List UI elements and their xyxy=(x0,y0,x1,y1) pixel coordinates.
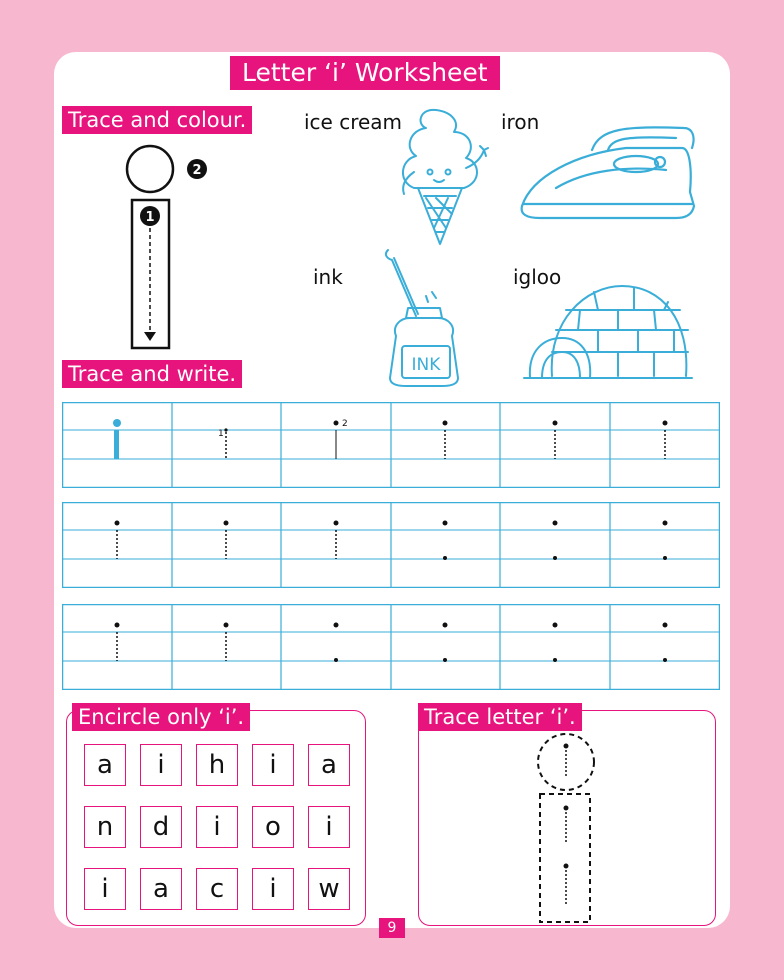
page-number: 9 xyxy=(379,918,405,938)
big-dotted-letter-i[interactable] xyxy=(530,730,602,926)
section-label-trace-colour: Trace and colour. xyxy=(62,106,252,134)
tracing-row-3[interactable] xyxy=(62,604,720,690)
tracing-row-1[interactable] xyxy=(62,402,720,488)
letter-cell[interactable]: a xyxy=(140,868,182,910)
letter-cell[interactable]: i xyxy=(84,868,126,910)
dot-outline[interactable] xyxy=(127,146,173,192)
ice-cream-icon xyxy=(390,102,494,250)
ink-bottle-icon xyxy=(380,246,470,388)
model-letter-i xyxy=(113,419,121,459)
word-ice-cream: ice cream xyxy=(304,110,403,134)
stroke-number-2: 2 xyxy=(192,163,202,178)
ink-label: INK xyxy=(411,355,441,375)
section-label-encircle: Encircle only ‘i’. xyxy=(72,703,250,731)
dot-guide xyxy=(334,421,339,426)
stroke-number-1-mark: 1 xyxy=(218,429,224,439)
letter-cell[interactable]: i xyxy=(196,806,238,848)
letter-cell[interactable]: c xyxy=(196,868,238,910)
letter-cell[interactable]: i xyxy=(252,744,294,786)
section-label-trace-letter: Trace letter ‘i’. xyxy=(418,703,582,731)
word-igloo: igloo xyxy=(513,265,562,289)
stroke-number-2-mark: 2 xyxy=(342,419,348,429)
letter-cell[interactable]: n xyxy=(84,806,126,848)
stroke-number-1: 1 xyxy=(145,210,155,225)
tracing-row-2[interactable] xyxy=(62,502,720,588)
letter-cell[interactable]: a xyxy=(84,744,126,786)
word-ink: ink xyxy=(313,265,343,289)
letter-cell[interactable]: i xyxy=(252,868,294,910)
trace-letter-i[interactable] xyxy=(224,428,227,459)
letter-cell[interactable]: a xyxy=(308,744,350,786)
letter-cell[interactable]: o xyxy=(252,806,294,848)
letter-cell[interactable]: h xyxy=(196,744,238,786)
page-title: Letter ‘i’ Worksheet xyxy=(230,56,500,90)
letter-cell[interactable]: d xyxy=(140,806,182,848)
dotted-stem-outline[interactable] xyxy=(540,794,590,922)
iron-icon xyxy=(516,124,700,222)
letter-cell[interactable]: w xyxy=(308,868,350,910)
igloo-icon xyxy=(522,280,694,384)
section-label-trace-write: Trace and write. xyxy=(62,360,242,388)
stroke-arrow-icon xyxy=(144,332,156,341)
letter-cell[interactable]: i xyxy=(140,744,182,786)
letter-cell[interactable]: i xyxy=(308,806,350,848)
letter-i-outline[interactable] xyxy=(110,140,220,355)
word-iron: iron xyxy=(501,110,540,134)
